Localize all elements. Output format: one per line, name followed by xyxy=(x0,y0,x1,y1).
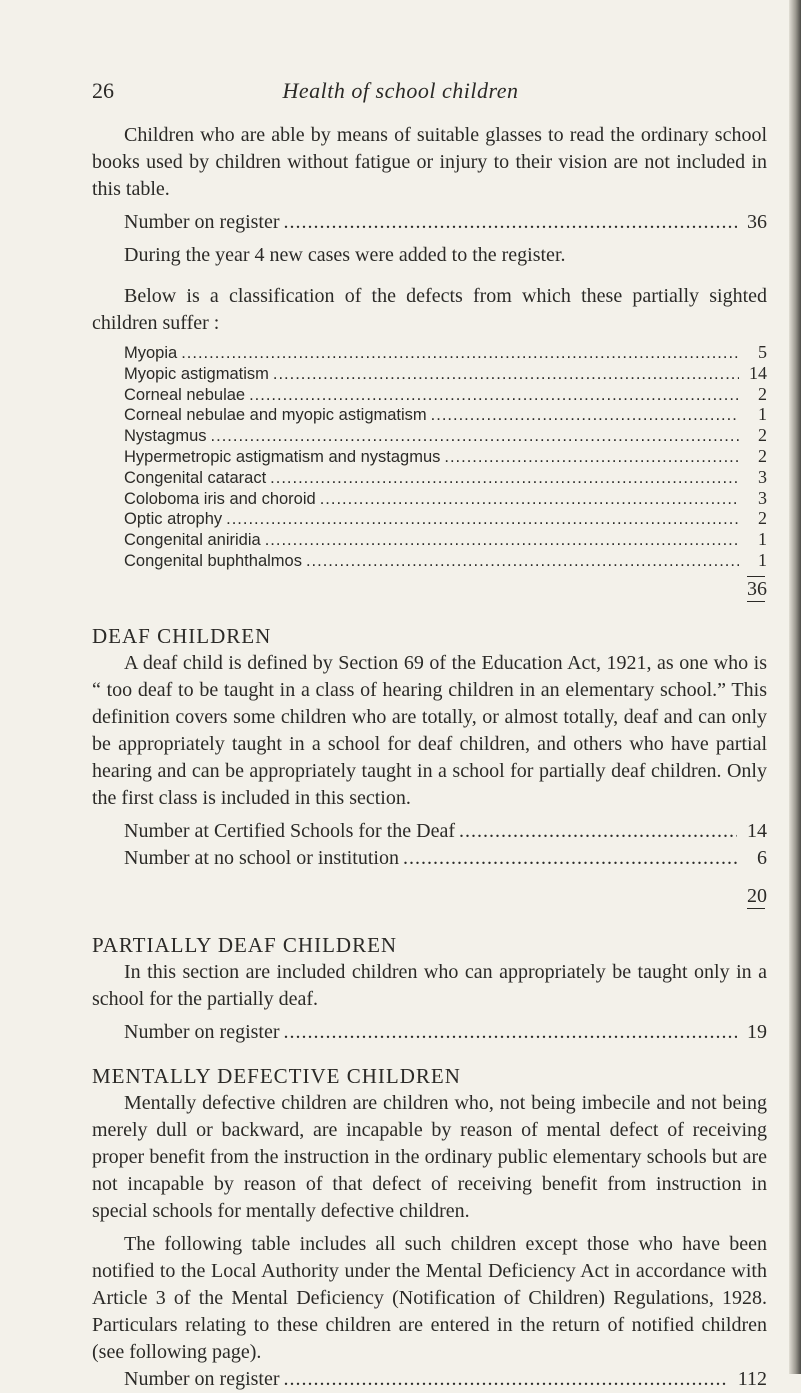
new-cases-paragraph: During the year 4 new cases were added to the register. xyxy=(124,244,566,266)
defect-count: 2 xyxy=(758,508,767,529)
mentally-defective-paragraph-2: The following table includes all such children except those who have been notified to the Local Authority under the Mental Deficiency Act in accordance with Article 3 of the Mental Deficiency (Notification of Children) Regulations, 1928. Particulars relating to these children are entered in the return of notified children (see following page). xyxy=(92,1232,767,1363)
deaf-total xyxy=(92,884,767,909)
defect-label: Myopic astigmatism xyxy=(124,364,269,383)
running-title: Health of school children xyxy=(282,78,519,103)
defects-table xyxy=(92,343,767,602)
defect-count: 14 xyxy=(749,362,767,383)
row-label: Number at Certified Schools for the Deaf xyxy=(124,819,456,842)
defect-row xyxy=(124,468,767,489)
defect-count: 3 xyxy=(758,487,767,508)
leader-dots xyxy=(265,531,739,551)
total-value: 20 xyxy=(747,884,767,907)
text-column xyxy=(92,122,767,1393)
partially-deaf-paragraph: In this section are included children who can appropriately be taught only in a school for the partially deaf. xyxy=(92,960,767,1010)
defect-count: 2 xyxy=(758,445,767,466)
defect-row xyxy=(124,405,767,426)
register-label: Number on register xyxy=(124,1367,280,1390)
leader-dots xyxy=(320,490,739,510)
defect-count: 5 xyxy=(758,342,767,362)
leader-dots xyxy=(306,552,739,572)
defect-row xyxy=(124,364,767,385)
defect-row xyxy=(124,447,767,468)
leader-dots xyxy=(270,469,739,489)
defect-count: 2 xyxy=(758,383,767,404)
book-spine-shadow xyxy=(789,0,801,1374)
mentally-defective-heading: MENTALLY DEFECTIVE CHILDREN xyxy=(92,1063,461,1088)
leader-dots xyxy=(181,344,739,364)
page-header xyxy=(0,78,801,108)
deaf-paragraph: A deaf child is defined by Section 69 of the Education Act, 1921, as one who is “ too deaf to be taught in a class of hearing children in an elementary school.” This definition covers some children who are totally, or almost totally, deaf and can only be appropriately taught in a school for deaf children, and others who have partial hearing and can be appropriately taught in a school for partially deaf children. Only the first class is included in this section. xyxy=(92,651,767,809)
leader-dots xyxy=(431,406,739,426)
defect-count: 1 xyxy=(758,549,767,570)
defect-count: 1 xyxy=(758,404,767,425)
row-value: 6 xyxy=(757,846,767,869)
defect-label: Optic atrophy xyxy=(124,510,223,529)
row-value: 14 xyxy=(747,819,767,842)
defect-label: Corneal nebulae xyxy=(124,385,246,404)
defect-row xyxy=(124,489,767,510)
deaf-row xyxy=(92,845,767,872)
classification-intro: Below is a classification of the defects from which these partially sighted children suffer : xyxy=(92,285,767,334)
register-value: 112 xyxy=(737,1367,767,1390)
defect-row xyxy=(124,426,767,447)
defect-row xyxy=(124,509,767,530)
partially-deaf-heading: PARTIALLY DEAF CHILDREN xyxy=(92,932,398,957)
register-label: Number on register xyxy=(124,1020,280,1043)
mentally-defective-paragraph-1: Mentally defective children are children who, not being imbecile and not being merely dull or backward, are incapable by reason of mental defect of receiving proper benefit from the instruction in the ordinary public elementary schools but are not incapable by reason of that defect of receiving benefit from instruction in special schools for mentally defective children. xyxy=(92,1091,767,1222)
defect-label: Corneal nebulae and myopic astigmatism xyxy=(124,406,427,425)
total-rule xyxy=(747,908,765,909)
defect-row xyxy=(124,551,767,572)
leader-dots xyxy=(459,818,737,845)
total-value: 36 xyxy=(747,577,767,600)
leader-dots xyxy=(284,1366,727,1393)
leader-dots xyxy=(284,209,737,236)
partially-deaf-register-row xyxy=(92,1019,767,1046)
register-value: 19 xyxy=(747,1020,767,1043)
defects-total xyxy=(124,576,767,602)
defect-label: Nystagmus xyxy=(124,427,207,446)
leader-dots xyxy=(284,1019,737,1046)
register-value: 36 xyxy=(747,211,767,233)
defect-count: 2 xyxy=(758,425,767,446)
blind-register-row xyxy=(92,209,767,236)
defect-label: Myopia xyxy=(124,344,178,362)
leader-dots xyxy=(211,427,739,447)
defect-row xyxy=(124,343,767,364)
defect-row xyxy=(124,385,767,406)
defect-label: Congenital cataract xyxy=(124,468,267,487)
defect-row xyxy=(124,530,767,551)
defect-label: Hypermetropic astigmatism and nystagmus xyxy=(124,447,441,466)
defect-label: Congenital buphthalmos xyxy=(124,551,302,570)
register-label: Number on register xyxy=(124,211,280,233)
blind-intro-paragraph: Children who are able by means of suitable glasses to read the ordinary school books used by children without fatigue or injury to their vision are not included in this table. xyxy=(92,124,767,200)
deaf-heading: DEAF CHILDREN xyxy=(92,623,272,648)
defect-count: 1 xyxy=(758,529,767,550)
leader-dots xyxy=(444,448,739,468)
mentally-defective-register-row xyxy=(92,1366,767,1393)
leader-dots xyxy=(226,510,739,530)
row-label: Number at no school or institution xyxy=(124,846,399,869)
leader-dots xyxy=(273,365,739,385)
defect-label: Congenital aniridia xyxy=(124,531,261,550)
page-number: 26 xyxy=(92,78,114,103)
leader-dots xyxy=(249,386,739,406)
leader-dots xyxy=(403,845,737,872)
total-rule xyxy=(747,601,765,602)
deaf-row xyxy=(92,818,767,845)
defect-count: 3 xyxy=(758,466,767,487)
defect-label: Coloboma iris and choroid xyxy=(124,489,316,508)
